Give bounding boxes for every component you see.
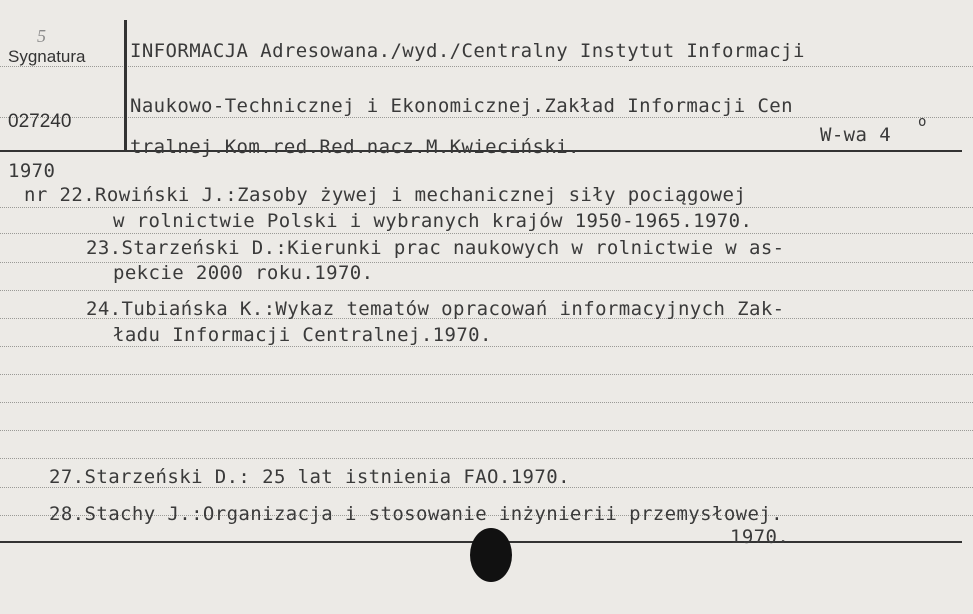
entry-line: w rolnictwie Polski i wybranych krajów 1950-1965.1970. xyxy=(113,210,753,232)
entry-line: nr 22.Rowiński J.:Zasoby żywej i mechanicznej siły pociągowej xyxy=(24,184,747,206)
entry-line: 23.Starzeński D.:Kierunki prac naukowych w rolnictwie w as- xyxy=(86,237,785,259)
ruled-line xyxy=(0,458,973,459)
ruled-line xyxy=(0,402,973,403)
ruled-line xyxy=(0,374,973,375)
entry-line: 24.Tubiańska K.:Wykaz tematów opracowań informacyjnych Zak- xyxy=(86,298,785,320)
place-format: W-wa 4 xyxy=(820,124,892,146)
entry-line: ładu Informacji Centralnej.1970. xyxy=(113,324,492,346)
ruled-line xyxy=(0,117,973,118)
entry-line: 28.Stachy J.:Organizacja i stosowanie inżynierii przemysłowej. xyxy=(49,503,784,525)
ruled-line xyxy=(0,207,973,208)
ruled-line xyxy=(0,290,973,291)
punch-hole xyxy=(470,528,512,582)
pencil-mark: 5 xyxy=(37,26,46,46)
entry-line: 1970. xyxy=(730,526,790,548)
year-label: 1970 xyxy=(8,160,56,182)
format-degree: o xyxy=(918,114,927,130)
header-title-line-2: Naukowo-Technicznej i Ekonomicznej.Zakład Informacji Cen xyxy=(130,95,793,117)
signature-label: Sygnatura xyxy=(8,47,86,66)
ruled-line xyxy=(0,346,973,347)
ruled-line xyxy=(0,233,973,234)
ruled-line xyxy=(0,66,973,67)
signature-divider xyxy=(124,20,127,150)
header-title-line-1: INFORMACJA Adresowana./wyd./Centralny Instytut Informacji xyxy=(130,40,805,62)
ruled-line xyxy=(0,430,973,431)
entry-line: 27.Starzeński D.: 25 lat istnienia FAO.1970. xyxy=(49,466,570,488)
entry-line: pekcie 2000 roku.1970. xyxy=(113,262,374,284)
header-title-line-3: tralnej.Kom.red.Red.nacz.M.Kwieciński. xyxy=(130,136,580,158)
signature-number: 027240 xyxy=(8,111,72,132)
